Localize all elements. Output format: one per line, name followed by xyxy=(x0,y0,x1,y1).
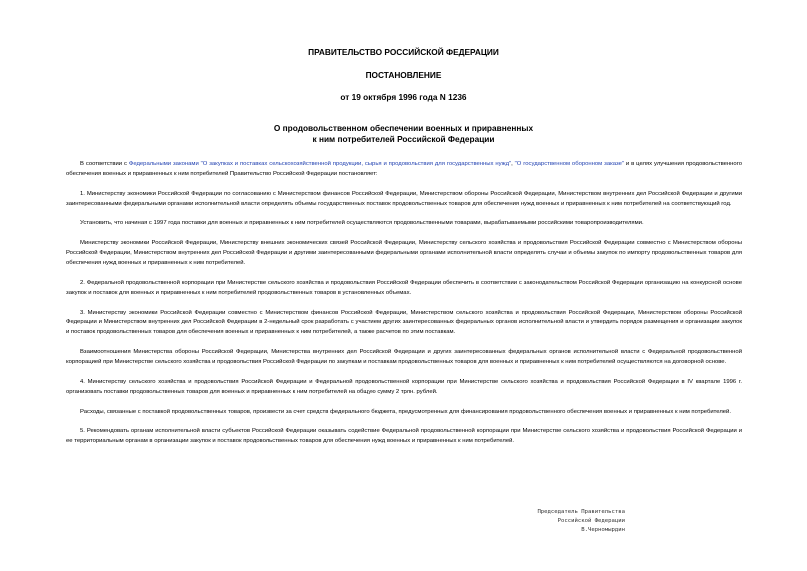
paragraph-5: 5. Рекомендовать органам исполнительной власти субъектов Российской Федерации оказывать содействие Федеральной продовольственной корпорации при Министерстве сельского хозяйства и продовольствия Российской Федерации и ее территориальным органам в организации закупок и поставок продовольственных товаров для обеспечения нужд военных и приравненных к ним потребителей. xyxy=(66,428,742,445)
date-number-heading: от 19 октября 1996 года N 1236 xyxy=(340,92,467,102)
issuer-heading: ПРАВИТЕЛЬСТВО РОССИЙСКОЙ ФЕДЕРАЦИИ xyxy=(308,47,499,57)
document-body xyxy=(66,160,742,447)
signature-title: Председатель Правительства xyxy=(537,509,625,515)
federal-laws-link[interactable]: Федеральными законами "О закупках и поставках сельскохозяйственной продукции, сырья и продовольствия для государственных нужд" xyxy=(128,161,512,167)
signature-name: В.Черномырдин xyxy=(581,527,625,533)
paragraph-1: 1. Министерству экономики Российской Федерации по согласованию с Министерством финансов Российской Федерации, Министерством обороны Российской Федерации, Министерством внутренних дел Российской Федерации и другими заинтересованными федеральными органами исполнительной власти определять объемы государственных поставок продовольственных товаров для обеспечения нужд военных и приравненных к ним потребителей на соответствующий год. xyxy=(66,190,742,207)
paragraph-4-expenses: Расходы, связанные с поставкой продовольственных товаров, произвести за счет средств федерального бюджета, предусмотренных для финансирования продовольственного обеспечения военных и приравненных к ним потребителей. xyxy=(80,408,731,415)
intro-text-start: В соответствии с xyxy=(80,161,129,167)
paragraph-4: 4. Министерству сельского хозяйства и продовольствия Российской Федерации и Федеральной продовольственной корпорации при Министерстве сельского хозяйства и продовольствия Российской Федерации в IV квартале 1996 г. организовать поставки продовольственных товаров для военных и приравненных к ним потребителей на общую сумму 2 трлн. рублей. xyxy=(66,378,742,395)
intro-paragraph xyxy=(66,160,742,180)
signature-organization: Российской Федерации xyxy=(557,518,625,524)
document-type-heading: ПОСТАНОВЛЕНИЕ xyxy=(365,70,442,80)
intro-text-end: и в целях улучшения продовольственного обеспечения военных и приравненных к ним потребителей Правительство Российской Федерации постановляет: xyxy=(66,161,743,177)
paragraph-1-domestic-supply: Установить, что начиная с 1997 года поставки для военных и приравненных к ним потребителей осуществляются продовольственными товарами, вырабатываемыми российскими товаропроизводителями. xyxy=(80,220,644,227)
title-line-2: к ним потребителей Российской Федерации xyxy=(312,134,495,144)
intro-separator: , xyxy=(511,161,515,167)
defense-order-law-link[interactable]: "О государственном оборонном заказе" xyxy=(514,161,625,167)
paragraph-3-relations: Взаимоотношения Министерства обороны Российской Федерации, Министерства внутренних дел Российской Федерации и других заинтересованных федеральных органов исполнительной власти с Федеральной продовольственной корпорацией при Министерстве сельского хозяйства и продовольствия Российской Федерации по закупкам и поставкам продовольственных товаров для военных и приравненных к ним потребителей осуществляются на договорной основе. xyxy=(66,349,742,366)
document-title xyxy=(0,123,807,145)
paragraph-3: 3. Министерству экономики Российской Федерации совместно с Министерством финансов Российской Федерации, Министерством сельского хозяйства и продовольствия Российской Федерации, Министерством обороны Российской Федерации и Министерством внутренних дел Российской Федерации в 2-недельный срок разработать с участием других заинтересованных федеральных органов исполнительной власти и утвердить порядок размещения и организации закупок и поставок продовольственных товаров для обеспечения военных и приравненных к ним потребителей, а также расчетов по этим поставкам. xyxy=(66,309,742,336)
paragraph-1-imports: Министерству экономики Российской Федерации, Министерству внешних экономических связей Российской Федерации, Министерству сельского хозяйства и продовольствия Российской Федерации совместно с Министерством обороны Российской Федерации, Министерством внутренних дел Российской Федерации и другими заинтересованными федеральными органами исполнительной власти определять случаи и объемы закупок по импорту продовольственных товаров для обеспечения нужд военных и приравненных к ним потребителей. xyxy=(66,240,742,267)
title-line-1: О продовольственном обеспечении военных и приравненных xyxy=(273,123,534,133)
paragraph-2: 2. Федеральной продовольственной корпорации при Министерстве сельского хозяйства и продовольствия Российской Федерации обеспечить в соответствии с законодательством Российской Федерации организацию на конкурсной основе закупок и поставок для военных и приравненных к ним потребителей продовольственных товаров в установленных объемах. xyxy=(66,279,742,296)
signature-block xyxy=(511,508,625,535)
